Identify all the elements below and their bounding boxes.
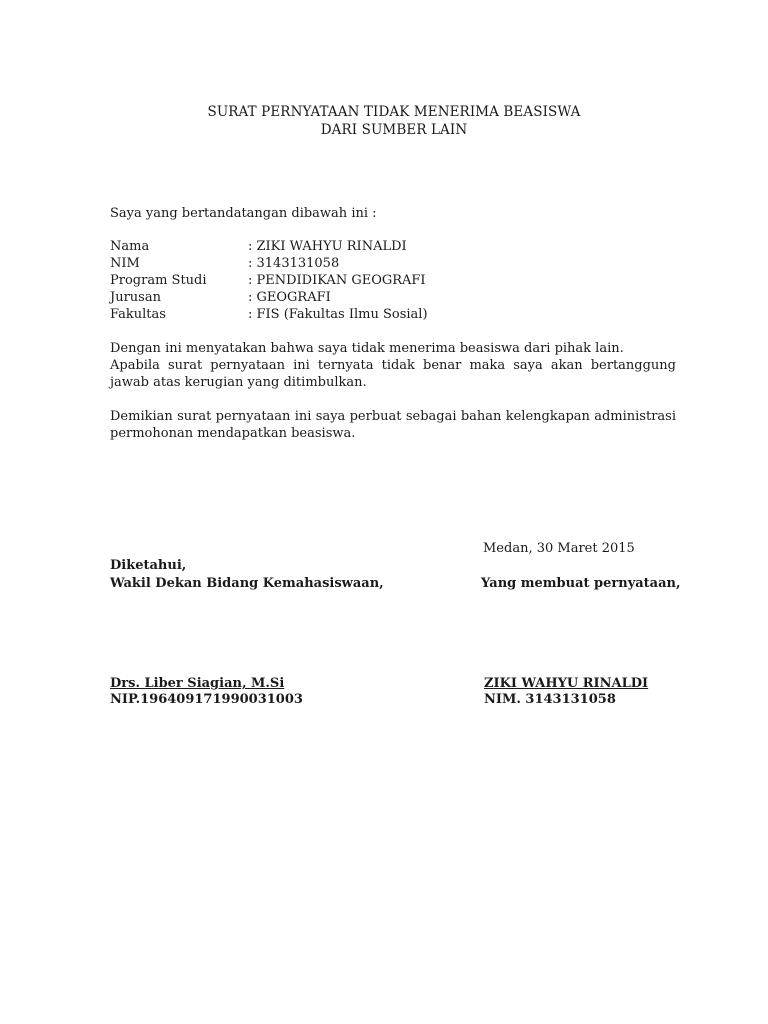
place-date: Medan, 30 Maret 2015	[483, 541, 635, 556]
closing-paragraph: Demikian surat pernyataan ini saya perbuat sebagai bahan kelengkapan administrasi permohonan mendapatkan beasiswa.	[110, 409, 676, 441]
vice-dean-nip: NIP.196409171990031003	[110, 692, 303, 707]
intro-text: Saya yang bertandatangan dibawah ini :	[110, 206, 377, 221]
document-subtitle: DARI SUMBER LAIN	[320, 122, 468, 138]
responsibility-paragraph: Apabila surat pernyataan ini ternyata tidak benar maka saya akan bertanggung jawab atas kerugian yang ditimbulkan.	[110, 358, 676, 390]
acknowledged-label: Diketahui,	[110, 558, 187, 573]
declarant-role: Yang membuat pernyataan,	[481, 576, 681, 591]
document-title: SURAT PERNYATAAN TIDAK MENERIMA BEASISWA	[207, 104, 581, 120]
field-row-nama	[110, 238, 428, 255]
declarant-nim: NIM. 3143131058	[484, 692, 616, 707]
field-row-nim	[110, 255, 428, 272]
field-value: : GEOGRAFI	[248, 290, 331, 305]
field-value: : ZIKI WAHYU RINALDI	[248, 239, 407, 254]
field-value: : FIS (Fakultas Ilmu Sosial)	[248, 307, 428, 322]
field-label: NIM	[110, 256, 140, 271]
vice-dean-role: Wakil Dekan Bidang Kemahasiswaan,	[110, 576, 384, 591]
field-label: Fakultas	[110, 307, 166, 322]
statement-paragraph: Dengan ini menyatakan bahwa saya tidak menerima beasiswa dari pihak lain.	[110, 341, 624, 356]
declarant-name: ZIKI WAHYU RINALDI	[484, 676, 649, 691]
field-value: : PENDIDIKAN GEOGRAFI	[248, 273, 426, 288]
field-row-jurusan	[110, 289, 428, 306]
field-label: Nama	[110, 239, 150, 254]
field-label: Jurusan	[110, 290, 161, 305]
field-label: Program Studi	[110, 273, 207, 288]
identity-fields	[110, 238, 428, 323]
vice-dean-name: Drs. Liber Siagian, M.Si	[110, 676, 285, 691]
field-row-fakultas	[110, 306, 428, 323]
field-row-program-studi	[110, 272, 428, 289]
field-value: : 3143131058	[248, 256, 340, 271]
